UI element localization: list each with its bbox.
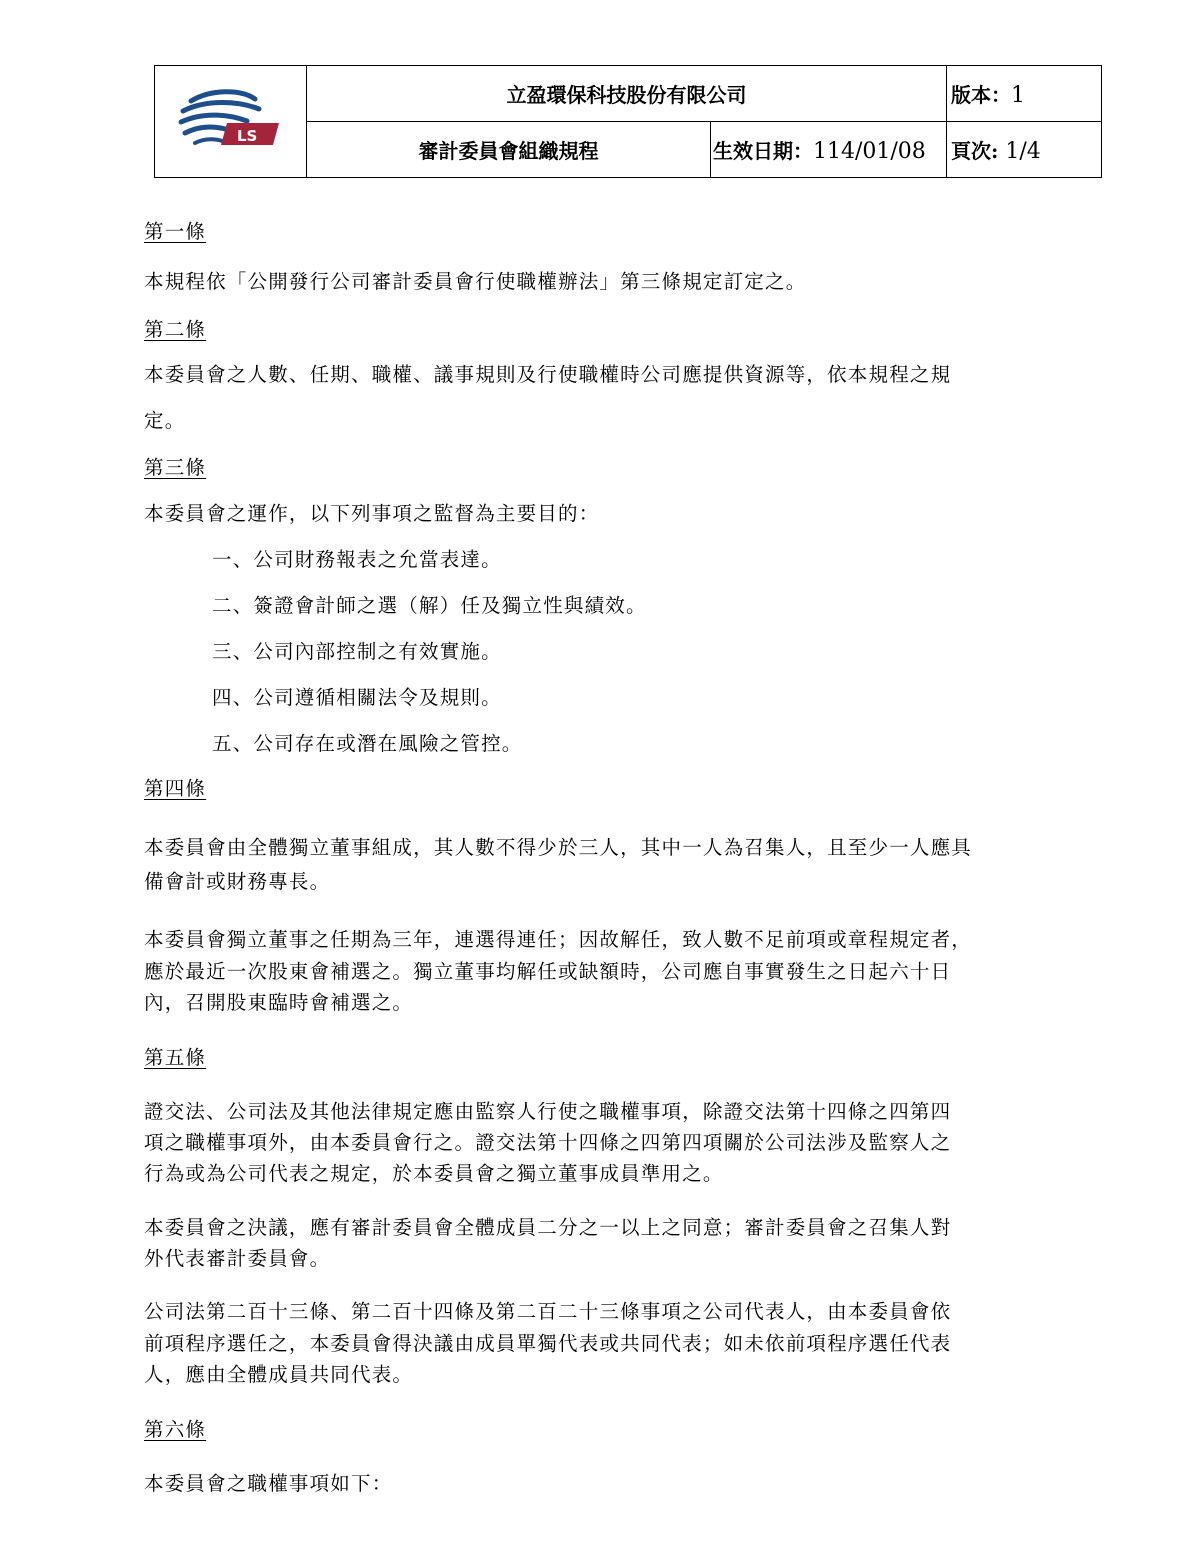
effective-date-value: 114/01/08 — [813, 139, 926, 164]
page-number-value: 1/4 — [1005, 139, 1041, 164]
article-3-item-4: 四、公司遵循相關法令及規則。 — [212, 686, 502, 709]
article-3-item-1: 一、公司財務報表之允當表達。 — [212, 548, 502, 571]
effective-date-cell — [711, 122, 947, 178]
article-5-para-1-line-1: 證交法、公司法及其他法律規定應由監察人行使之職權事項，除證交法第十四條之四第四 — [144, 1100, 952, 1123]
article-2-heading: 第二條 — [144, 318, 207, 341]
article-5-para-2-line-2: 外代表審計委員會。 — [144, 1247, 331, 1270]
effective-date-label: 生效日期： — [713, 139, 813, 163]
article-6-intro: 本委員會之職權事項如下： — [144, 1472, 393, 1495]
article-3-item-3: 三、公司內部控制之有效實施。 — [212, 640, 502, 663]
article-2-paragraph-line-1: 本委員會之人數、任期、職權、議事規則及行使職權時公司應提供資源等，依本規程之規 — [144, 363, 952, 386]
article-5-para-3-line-2: 前項程序選任之，本委員會得決議由成員單獨代表或共同代表；如未依前項程序選任代表 — [144, 1332, 952, 1355]
article-1-heading: 第一條 — [144, 220, 207, 243]
article-4-para-1-line-1: 本委員會由全體獨立董事組成，其人數不得少於三人，其中一人為召集人，且至少一人應具 — [144, 836, 973, 859]
article-3-item-5: 五、公司存在或潛在風險之管控。 — [212, 732, 523, 755]
article-5-para-1-line-3: 行為或為公司代表之規定，於本委員會之獨立董事成員準用之。 — [144, 1162, 724, 1185]
article-4-para-2-line-3: 內，召開股東臨時會補選之。 — [144, 991, 414, 1014]
article-4-para-2-line-1: 本委員會獨立董事之任期為三年，連選得連任；因故解任，致人數不足前項或章程規定者， — [144, 928, 973, 951]
article-3-heading: 第三條 — [144, 456, 207, 479]
document-header-table — [154, 65, 1102, 178]
article-4-para-2-line-2: 應於最近一次股東會補選之。獨立董事均解任或缺額時，公司應自事實發生之日起六十日 — [144, 960, 952, 983]
article-4-heading: 第四條 — [144, 777, 207, 800]
company-name: 立盈環保科技股份有限公司 — [307, 66, 947, 122]
article-3-intro: 本委員會之運作，以下列事項之監督為主要目的： — [144, 502, 600, 525]
article-1-paragraph: 本規程依「公開發行公司審計委員會行使職權辦法」第三條規定訂定之。 — [144, 270, 807, 293]
page-number-cell — [947, 122, 1102, 178]
article-2-paragraph-line-2: 定。 — [144, 409, 186, 432]
article-4-para-1-line-2: 備會計或財務專長。 — [144, 870, 331, 893]
company-logo-icon — [175, 87, 287, 151]
article-5-heading: 第五條 — [144, 1046, 207, 1069]
article-5-para-3-line-3: 人，應由全體成員共同代表。 — [144, 1363, 414, 1386]
document-title: 審計委員會組織規程 — [307, 122, 711, 178]
article-3-item-2: 二、簽證會計師之選（解）任及獨立性與績效。 — [212, 594, 647, 617]
article-5-para-2-line-1: 本委員會之決議，應有審計委員會全體成員二分之一以上之同意；審計委員會之召集人對 — [144, 1216, 952, 1239]
version-cell — [947, 66, 1102, 122]
version-value: 1 — [1011, 83, 1025, 108]
article-5-para-1-line-2: 項之職權事項外，由本委員會行之。證交法第十四條之四第四項關於公司法涉及監察人之 — [144, 1131, 952, 1154]
version-label: 版本： — [951, 83, 1011, 107]
page-number-label: 頁次: — [951, 139, 1006, 163]
article-5-para-3-line-1: 公司法第二百十三條、第二百十四條及第二百二十三條事項之公司代表人，由本委員會依 — [144, 1300, 952, 1323]
svg-text:LS: LS — [236, 127, 257, 145]
company-logo — [155, 66, 307, 178]
article-6-heading: 第六條 — [144, 1418, 207, 1441]
